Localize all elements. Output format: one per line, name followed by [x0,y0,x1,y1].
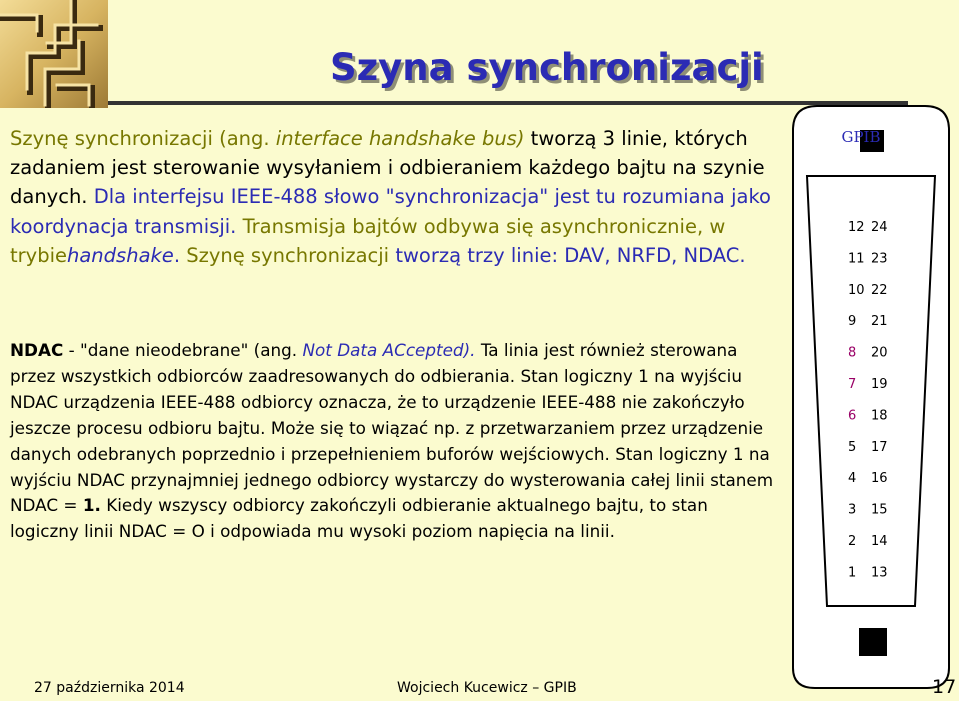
pin-number-left: 8 [848,345,857,361]
ndac-text: Stan logiczny 1 na wyjściu NDAC przynajmniej jednego odbiorcy wystarczy do wysterowania całej linii stanem NDAC = [10,443,774,516]
intro-text: których zadaniem jest sterowanie wysyłaniem i odbieraniem każdego [10,127,748,180]
pin-number-right: 15 [871,502,888,518]
pin-number-right: 14 [871,534,888,549]
gpib-connector-diagram [787,102,955,692]
ndac-text-bold: 1. [82,495,101,516]
intro-text: Szynę synchronizacji [186,243,390,267]
pin-number-left: 12 [848,220,865,235]
connector-label: GPIB [841,128,881,146]
ndac-text: - "dane nieodebrane" (ang. [68,340,298,360]
intro-text: . [173,243,181,267]
circuit-logo-icon [0,0,108,108]
pin-number-right: 18 [871,408,888,424]
intro-text: Transmisja bajtów [242,214,418,238]
pin-number-right: 23 [871,251,888,267]
pin-number-left: 10 [848,282,865,298]
intro-text-italic: handshake [67,243,174,267]
pin-number-left: 2 [848,534,857,549]
intro-text: Szynę synchronizacji (ang. [10,127,270,150]
pin-number-right: 13 [871,565,888,581]
pin-number-right: 19 [871,377,888,392]
intro-text: jest tu rozumiana jako koordynacja transmisji. [10,185,771,238]
pin-number-left: 3 [848,502,857,518]
pin-number-left: 1 [848,565,857,581]
pin-number-right: 21 [871,314,888,330]
footer-date: 27 października 2014 [34,680,185,696]
page-title: Szyna synchronizacji [330,46,764,89]
ndac-text: Ta linia jest również sterowana przez wszystkich odbiorców zaadresowanych do odbierania. [10,340,738,386]
ndac-text: Kiedy wszyscy odbiorcy zakończyli odbieranie aktualnego bajtu, to stan logiczny linii NDAC = O i odpowiada mu wysoki poziom napięcia na linii. [10,495,708,542]
intro-paragraph [10,124,800,270]
intro-text: bajtu na szynie danych. [10,156,765,209]
ndac-term: NDAC [10,340,64,360]
pin-number-left: 7 [848,377,857,392]
intro-text: tworzą 3 linie, [530,127,669,150]
intro-text-italic: interface handshake bus) [275,127,525,150]
intro-text: Dla interfejsu IEEE-488 słowo "synchronizacja" [93,185,549,209]
ndac-paragraph [10,338,780,545]
intro-text: tworzą trzy linie: DAV, NRFD, NDAC. [395,243,746,267]
pin-number-right: 22 [871,282,888,298]
ndac-text: Stan logiczny 1 na wyjściu NDAC urządzenia IEEE-488 odbiorcy oznacza, że to urządzenie IEEE-488 nie zakończyło jeszcze procesu odbioru bajtu. [10,365,745,438]
ndac-text-italic: Not Data ACcepted). [302,340,476,360]
footer-author: Wojciech Kucewicz – GPIB [397,680,577,696]
pin-number-right: 24 [871,220,888,235]
ndac-text: Może się to wiązać np. z przetwarzaniem przez urządzenie danych odebranych poprzednio i przepełnieniem buforów wejściowych. [10,417,764,464]
pin-number-left: 6 [848,408,857,424]
pin-number-right: 16 [871,471,888,487]
pin-number-left: 9 [848,314,857,330]
pin-number-left: 4 [848,471,857,487]
intro-text: odbywa się asynchronicznie, w trybie [10,214,726,267]
pin-number-right: 17 [871,439,888,455]
pin-number-left: 5 [848,439,857,455]
mounting-hole-bottom [859,628,887,656]
pin-number-left: 11 [848,251,865,267]
page-number: 17 [932,676,957,698]
pin-number-right: 20 [871,345,888,361]
